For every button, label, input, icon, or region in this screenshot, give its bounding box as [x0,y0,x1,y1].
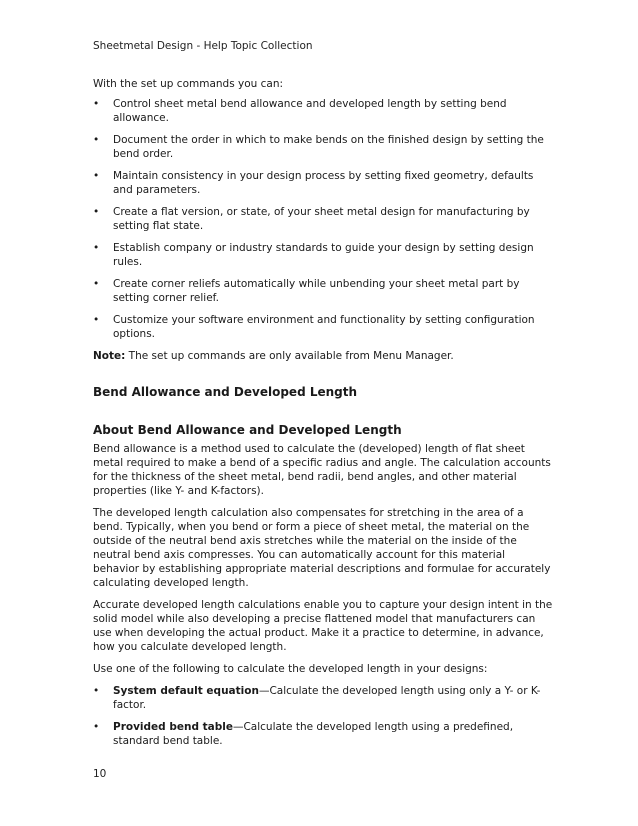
list-item-text: Create a flat version, or state, of your sheet metal design for manufacturing by setting flat state. [113,206,530,232]
list-item [93,720,553,748]
bullet-icon: • [93,134,100,146]
list-item-text: Document the order in which to make bends on the finished design by setting the bend order. [113,134,544,160]
list-item-text: Customize your software environment and functionality by setting configuration options. [113,314,535,340]
method-term: Provided bend table [113,721,233,733]
list-item [93,684,553,712]
bullet-icon: • [93,242,100,254]
bullet-icon: • [93,278,100,290]
list-item-text: Control sheet metal bend allowance and developed length by setting bend allowance. [113,98,507,124]
note-text: The set up commands are only available from Menu Manager. [125,350,454,362]
bullet-icon: • [93,170,100,182]
method-desc: —Calculate the developed length using a predefined, standard bend table. [113,721,514,747]
method-term: System default equation [113,685,259,697]
list-item [93,205,553,233]
list-item [93,97,553,125]
running-header: Sheetmetal Design - Help Topic Collection [93,40,313,52]
list-item [93,277,553,305]
methods-list [93,684,553,748]
bullet-icon: • [93,206,100,218]
bullet-icon: • [93,721,100,733]
subsection-heading: About Bend Allowance and Developed Length [93,423,402,437]
list-item [93,313,553,341]
list-item [93,241,553,269]
bullet-icon: • [93,314,100,326]
body-paragraph: Bend allowance is a method used to calculate the (developed) length of flat sheet metal required to make a bend of a specific radius and angle. The calculation accounts for the thickness of the sheet metal, bend radii, bend angles, and other material properties (like Y- and K-factors). [93,443,551,497]
page-number: 10 [93,768,107,780]
bullet-icon: • [93,98,100,110]
body-paragraph: Use one of the following to calculate the developed length in your designs: [93,663,488,675]
list-item-text: Establish company or industry standards to guide your design by setting design rules. [113,242,534,268]
list-item [93,169,553,197]
note-paragraph [93,349,553,363]
list-item-text: Create corner reliefs automatically while unbending your sheet metal part by setting corner relief. [113,278,520,304]
method-desc: —Calculate the developed length using only a Y- or K-factor. [113,685,541,711]
body-paragraph: Accurate developed length calculations enable you to capture your design intent in the solid model while also developing a precise flattened model that manufacturers can use when developing the actual product. Make it a practice to determine, in advance, how you calculate developed length. [93,599,553,653]
bullet-icon: • [93,685,100,697]
setup-commands-list [93,97,553,341]
list-item-text: Maintain consistency in your design process by setting fixed geometry, defaults and parameters. [113,170,534,196]
page-body [93,77,553,756]
body-paragraph: The developed length calculation also compensates for stretching in the area of a bend. Typically, when you bend or form a piece of sheet metal, the material on the outside of the neutral bend axis stretches while the material on the inside of the neutral bend axis compresses. You can automatically account for this material behavior by establishing appropriate material descriptions and formulae for accurately calculating developed length. [93,507,551,589]
section-heading: Bend Allowance and Developed Length [93,385,358,399]
intro-text: With the set up commands you can: [93,78,284,90]
list-item [93,133,553,161]
note-label: Note: [93,350,126,362]
